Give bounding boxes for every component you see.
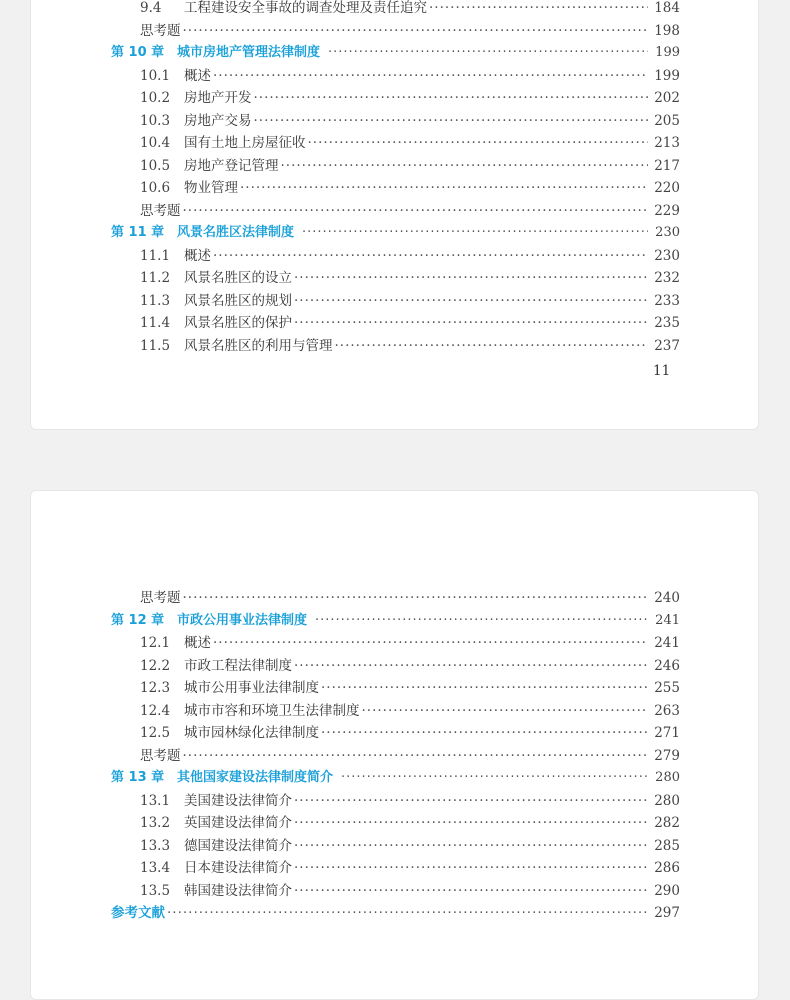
toc-entry-number: 10.1 <box>140 67 171 84</box>
toc-chapter-entry[interactable] <box>111 767 680 789</box>
toc-sub-entry[interactable] <box>140 790 680 812</box>
toc-sub-entry[interactable] <box>140 0 680 19</box>
toc-entry-number: 10.6 <box>140 180 171 196</box>
dot-leader <box>213 632 648 654</box>
toc-entry-page: 220 <box>654 180 680 196</box>
toc-entry-number: 11.4 <box>140 315 171 331</box>
toc-entry-number: 第 13 章 <box>111 770 165 785</box>
dot-leader <box>328 42 648 64</box>
toc-sub-entry[interactable] <box>140 132 680 154</box>
dot-leader <box>294 835 648 857</box>
toc-entry-page: 199 <box>655 45 680 60</box>
toc-entry-title: 韩国建设法律简介 <box>184 882 292 899</box>
dot-leader <box>254 87 649 109</box>
toc-entry-title: 城市公用事业法律制度 <box>184 680 319 696</box>
toc-entry-title: 思考题 <box>140 590 181 606</box>
toc-entry-number: 12.5 <box>140 725 171 741</box>
dot-leader <box>315 610 648 632</box>
toc-sub-entry[interactable] <box>140 267 680 289</box>
toc-entry-number: 9.4 <box>140 0 162 16</box>
toc-entry-page: 240 <box>654 590 680 606</box>
toc-think-entry[interactable] <box>140 200 680 222</box>
page-1 <box>30 0 759 430</box>
toc-sub-entry[interactable] <box>140 677 680 699</box>
page-number: 11 <box>653 363 671 379</box>
toc-sub-entry[interactable] <box>140 655 680 677</box>
toc-entry-page: 235 <box>654 315 680 331</box>
toc-chapter-entry[interactable] <box>111 610 680 632</box>
dot-leader <box>294 312 648 334</box>
toc-entry-page: 213 <box>654 135 680 151</box>
dot-leader <box>183 745 649 767</box>
toc-entry-number: 13.4 <box>140 860 171 876</box>
toc-entry-title: 市政工程法律制度 <box>184 657 292 674</box>
toc-entry-page: 202 <box>654 90 680 106</box>
toc-entry-page: 198 <box>654 22 680 39</box>
dot-leader <box>429 0 648 19</box>
toc-entry-title: 房地产交易 <box>184 112 252 129</box>
toc-entry-page: 199 <box>654 67 680 84</box>
toc-entry-page: 279 <box>654 747 680 764</box>
toc-sub-entry[interactable] <box>140 65 680 87</box>
toc-entry-page: 241 <box>655 612 680 628</box>
toc-entry-title: 城市园林绿化法律制度 <box>184 725 319 741</box>
toc-chapter-entry[interactable] <box>111 222 680 244</box>
toc-entry-number: 13.3 <box>140 837 171 854</box>
toc-entry-number: 11.5 <box>140 337 171 354</box>
toc-entry-title: 风景名胜区的保护 <box>184 315 292 331</box>
toc-entry-number: 第 10 章 <box>111 45 165 60</box>
toc-entry-number: 13.5 <box>140 882 171 899</box>
dot-leader <box>294 790 648 812</box>
toc-entry-page: 282 <box>654 815 680 831</box>
toc-entry-title: 德国建设法律简介 <box>184 837 292 854</box>
dot-leader <box>302 222 648 244</box>
toc-entry-title: 概述 <box>184 67 211 84</box>
dot-leader <box>281 155 649 177</box>
toc-entry-title: 其他国家建设法律制度简介 <box>177 770 334 785</box>
toc-entry-page: 290 <box>654 882 680 899</box>
dot-leader <box>321 677 648 699</box>
dot-leader <box>294 857 648 879</box>
toc-entry-page: 217 <box>654 157 680 174</box>
toc-ref-entry[interactable] <box>111 902 680 924</box>
toc-entry-number: 13.2 <box>140 815 171 831</box>
dot-leader <box>213 65 648 87</box>
toc-entry-title: 思考题 <box>140 747 181 764</box>
toc-sub-entry[interactable] <box>140 245 680 267</box>
dot-leader <box>308 132 649 154</box>
toc-entry-title: 思考题 <box>140 202 181 219</box>
toc-entry-page: 280 <box>655 770 680 785</box>
toc-entry-number: 10.5 <box>140 157 171 174</box>
toc-entry-page: 255 <box>654 680 680 696</box>
toc-entry-page: 297 <box>654 905 680 921</box>
dot-leader <box>183 20 649 42</box>
toc-entry-title: 城市市容和环境卫生法律制度 <box>184 702 360 719</box>
toc-entry-title: 思考题 <box>140 22 181 39</box>
toc-think-entry[interactable] <box>140 587 680 609</box>
toc-think-entry[interactable] <box>140 745 680 767</box>
toc-entry-title: 风景名胜区的设立 <box>184 270 292 286</box>
toc-entry-number: 第 12 章 <box>111 612 165 628</box>
toc-entry-title: 房地产登记管理 <box>184 157 279 174</box>
toc-entry-title: 物业管理 <box>184 180 238 196</box>
dot-leader <box>183 200 649 222</box>
toc-entry-title: 国有土地上房屋征收 <box>184 135 306 151</box>
toc-entry-number: 12.3 <box>140 680 171 696</box>
toc-sub-entry[interactable] <box>140 812 680 834</box>
toc-entry-page: 232 <box>654 270 680 286</box>
toc-sub-entry[interactable] <box>140 290 680 312</box>
toc-sub-entry[interactable] <box>140 110 680 132</box>
dot-leader <box>240 177 648 199</box>
toc-sub-entry[interactable] <box>140 177 680 199</box>
toc-sub-entry[interactable] <box>140 857 680 879</box>
toc-entry-number: 12.4 <box>140 702 171 719</box>
toc-entry-title: 概述 <box>184 247 211 264</box>
toc-entry-title: 房地产开发 <box>184 90 252 106</box>
toc-entry-page: 230 <box>654 247 680 264</box>
dot-leader <box>294 880 648 902</box>
toc-entry-title: 概述 <box>184 635 211 651</box>
toc-entry-page: 230 <box>655 225 680 240</box>
dot-leader <box>183 587 649 609</box>
toc-sub-entry[interactable] <box>140 880 680 902</box>
toc-entry-page: 285 <box>654 837 680 854</box>
toc-entry-page: 184 <box>654 0 680 16</box>
toc-entry-number: 11.1 <box>140 247 171 264</box>
toc-sub-entry[interactable] <box>140 155 680 177</box>
dot-leader <box>294 812 648 834</box>
toc-sub-entry[interactable] <box>140 722 680 744</box>
toc-entry-number: 10.3 <box>140 112 171 129</box>
dot-leader <box>294 267 648 289</box>
toc-entry-number: 10.4 <box>140 135 171 151</box>
toc-entry-title: 工程建设安全事故的调查处理及责任追究 <box>184 0 427 16</box>
toc-entry-page: 229 <box>654 202 680 219</box>
dot-leader <box>213 245 648 267</box>
page-2 <box>30 490 759 1000</box>
toc-think-entry[interactable] <box>140 20 680 42</box>
dot-leader <box>294 290 648 312</box>
toc-entry-number: 11.2 <box>140 270 171 286</box>
toc-sub-entry[interactable] <box>140 312 680 334</box>
toc-entry-title: 美国建设法律简介 <box>184 792 292 809</box>
toc-entry-number: 10.2 <box>140 90 171 106</box>
toc-entry-number: 12.1 <box>140 635 171 651</box>
toc-chapter-entry[interactable] <box>111 42 680 64</box>
toc-entry-title: 风景名胜区的规划 <box>184 292 292 309</box>
toc-sub-entry[interactable] <box>140 700 680 722</box>
toc-entry-page: 233 <box>654 292 680 309</box>
toc-entry-title: 日本建设法律简介 <box>184 860 292 876</box>
toc-sub-entry[interactable] <box>140 632 680 654</box>
toc-entry-number: 11.3 <box>140 292 171 309</box>
dot-leader <box>321 722 648 744</box>
toc-entry-title: 参考文献 <box>111 905 165 921</box>
toc-entry-title: 风景名胜区法律制度 <box>177 225 295 240</box>
dot-leader <box>335 335 649 357</box>
dot-leader <box>254 110 649 132</box>
toc-entry-title: 城市房地产管理法律制度 <box>177 45 321 60</box>
toc-entry-title: 市政公用事业法律制度 <box>177 612 308 628</box>
toc-entry-title: 英国建设法律简介 <box>184 815 292 831</box>
toc-sub-entry[interactable] <box>140 335 680 357</box>
toc-entry-page: 205 <box>654 112 680 129</box>
toc-entry-page: 271 <box>654 725 680 741</box>
toc-sub-entry[interactable] <box>140 87 680 109</box>
toc-entry-page: 286 <box>654 860 680 876</box>
toc-sub-entry[interactable] <box>140 835 680 857</box>
toc-entry-page: 263 <box>654 702 680 719</box>
toc-entry-page: 246 <box>654 657 680 674</box>
toc-entry-number: 第 11 章 <box>111 225 165 240</box>
toc-entry-page: 241 <box>654 635 680 651</box>
dot-leader <box>167 902 648 924</box>
toc-entry-number: 13.1 <box>140 792 171 809</box>
toc-entry-number: 12.2 <box>140 657 171 674</box>
toc-entry-page: 237 <box>654 337 680 354</box>
toc-entry-title: 风景名胜区的利用与管理 <box>184 337 333 354</box>
dot-leader <box>294 655 648 677</box>
toc-entry-page: 280 <box>654 792 680 809</box>
dot-leader <box>341 767 648 789</box>
dot-leader <box>362 700 649 722</box>
